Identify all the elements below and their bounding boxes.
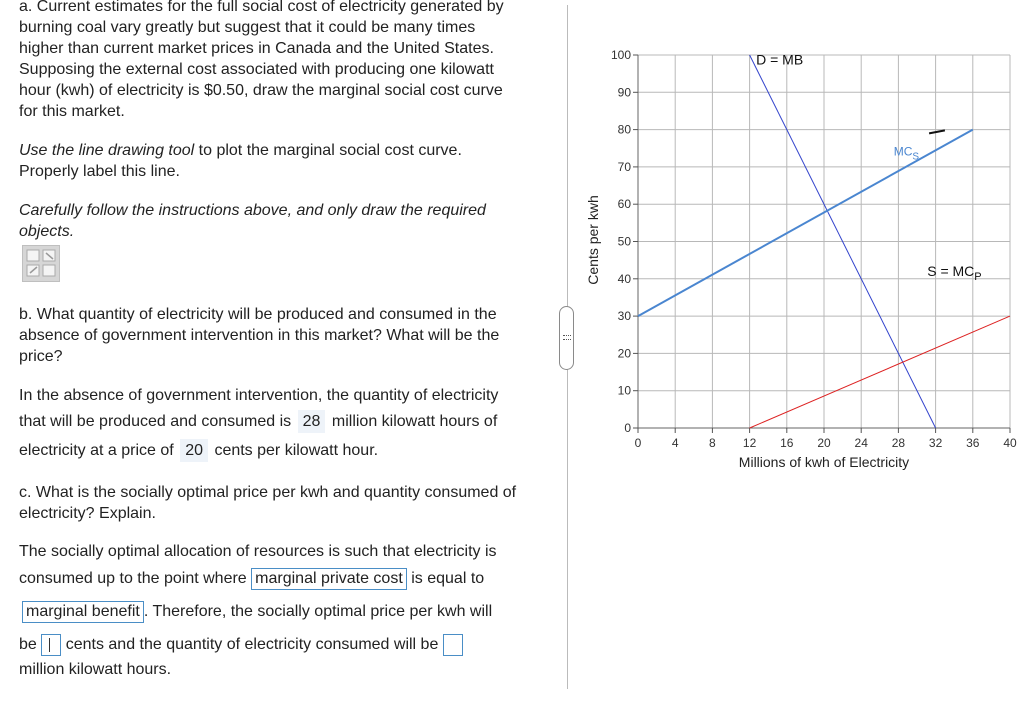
socially-optimal-price-input[interactable] xyxy=(41,634,61,656)
part-b-answer-line2 xyxy=(19,410,497,433)
part-a-line: a. Current estimates for the full social cost of electricity generated by xyxy=(19,0,504,15)
tool-instruction-rest: to plot the marginal social cost curve. xyxy=(194,142,462,159)
social-cost-label xyxy=(894,145,920,163)
supply-label-main: S = MC xyxy=(927,263,975,280)
socially-optimal-quantity-input[interactable] xyxy=(443,634,463,656)
curve-mcs xyxy=(638,130,973,317)
x-tick-label: 0 xyxy=(634,436,642,450)
x-tick-label: 32 xyxy=(928,436,943,450)
x-tick-label: 40 xyxy=(1003,436,1017,450)
y-tick-label: 90 xyxy=(617,85,631,100)
part-c-sentence xyxy=(22,601,492,623)
y-tick-label: 50 xyxy=(617,234,631,249)
answer-text: that will be produced and consumed is xyxy=(19,413,292,430)
tool-instruction xyxy=(19,140,462,161)
x-tick-label: 16 xyxy=(780,436,794,450)
line-tool-icon xyxy=(23,246,59,281)
sentence-text: consumed up to the point where xyxy=(19,570,247,587)
y-tick-label: 60 xyxy=(617,197,631,212)
curve-s-mcp xyxy=(750,316,1010,428)
part-c-line: c. What is the socially optimal price per kwh and quantity consumed of xyxy=(19,484,517,501)
x-tick-label: 4 xyxy=(671,436,679,450)
y-tick-label: 70 xyxy=(617,159,631,174)
answer-text: electricity at a price of xyxy=(19,442,174,459)
sentence-text: . Therefore, the socially optimal price per kwh will xyxy=(143,603,493,620)
part-a-line: for this market. xyxy=(19,103,125,120)
x-tick-label: 28 xyxy=(891,436,906,450)
curve-dropdown-2[interactable]: marginal benefit xyxy=(22,601,144,623)
supply-demand-chart[interactable] xyxy=(568,0,1024,480)
part-a-line: hour (kwh) of electricity is $0.50, draw the marginal social cost curve xyxy=(19,82,503,99)
answer-text: cents per kilowatt hour. xyxy=(214,442,379,459)
part-b-answer-line3 xyxy=(19,439,378,462)
social-cost-label-sub: S xyxy=(912,151,920,163)
x-axis-label: Millions of kwh of Electricity xyxy=(738,454,910,470)
social-cost-label-main: MC xyxy=(893,144,913,159)
y-axis-label: Cents per kwh xyxy=(585,195,601,285)
part-c-sentence xyxy=(19,568,484,590)
sentence-text: be xyxy=(19,636,37,654)
part-a-line: burning coal vary greatly but suggest that it could be many times xyxy=(19,19,476,36)
y-tick-label: 10 xyxy=(617,383,631,398)
label-leader-line xyxy=(929,130,945,133)
part-b-line: b. What quantity of electricity will be produced and consumed in the xyxy=(19,306,497,323)
part-a-line: higher than current market prices in Canada and the United States. xyxy=(19,40,494,57)
demand-label: D = MB xyxy=(756,51,804,68)
careful-note-line1: Carefully follow the instructions above, and only draw the required xyxy=(19,202,486,219)
x-tick-label: 8 xyxy=(709,436,716,450)
chart-ticks xyxy=(611,48,1017,450)
careful-note xyxy=(19,200,486,221)
y-tick-label: 100 xyxy=(610,48,631,62)
x-tick-label: 36 xyxy=(966,436,980,450)
part-a-line: Supposing the external cost associated with producing one kilowatt xyxy=(19,61,494,78)
x-tick-label: 24 xyxy=(854,436,868,450)
curve-dropdown-1[interactable]: marginal private cost xyxy=(251,568,407,590)
text-caret xyxy=(49,638,50,652)
tool-instruction-line2: Properly label this line. xyxy=(19,163,180,180)
x-tick-label: 20 xyxy=(817,436,831,450)
y-tick-label: 40 xyxy=(617,271,631,286)
chart-grid xyxy=(638,55,1010,428)
answer-text: million kilowatt hours of xyxy=(331,413,498,430)
sentence-text: cents and the quantity of electricity consumed will be xyxy=(65,636,439,654)
part-c-sentence xyxy=(19,634,463,656)
part-c-sentence: million kilowatt hours. xyxy=(19,661,172,678)
part-b-answer-line1: In the absence of government intervention, the quantity of electricity xyxy=(19,387,499,404)
x-tick-label: 12 xyxy=(742,436,757,450)
price-answer: 20 xyxy=(180,439,208,462)
tool-instruction-emphasis: Use the line drawing tool xyxy=(19,142,195,159)
part-b-line: absence of government intervention in this market? What will be the xyxy=(19,327,500,344)
line-drawing-tool-button[interactable] xyxy=(22,245,60,282)
sentence-text: is equal to xyxy=(411,570,485,587)
y-tick-label: 80 xyxy=(617,122,631,137)
part-b-line: price? xyxy=(19,348,63,365)
quantity-answer: 28 xyxy=(298,410,326,433)
part-c-line: electricity? Explain. xyxy=(19,505,156,522)
careful-note xyxy=(19,221,74,242)
part-c-sentence: The socially optimal allocation of resources is such that electricity is xyxy=(19,543,497,560)
y-tick-label: 30 xyxy=(617,309,631,324)
y-tick-label: 0 xyxy=(624,421,631,435)
careful-note-line2: objects. xyxy=(19,223,75,240)
y-tick-label: 20 xyxy=(617,346,631,361)
supply-label-sub: P xyxy=(974,271,982,284)
